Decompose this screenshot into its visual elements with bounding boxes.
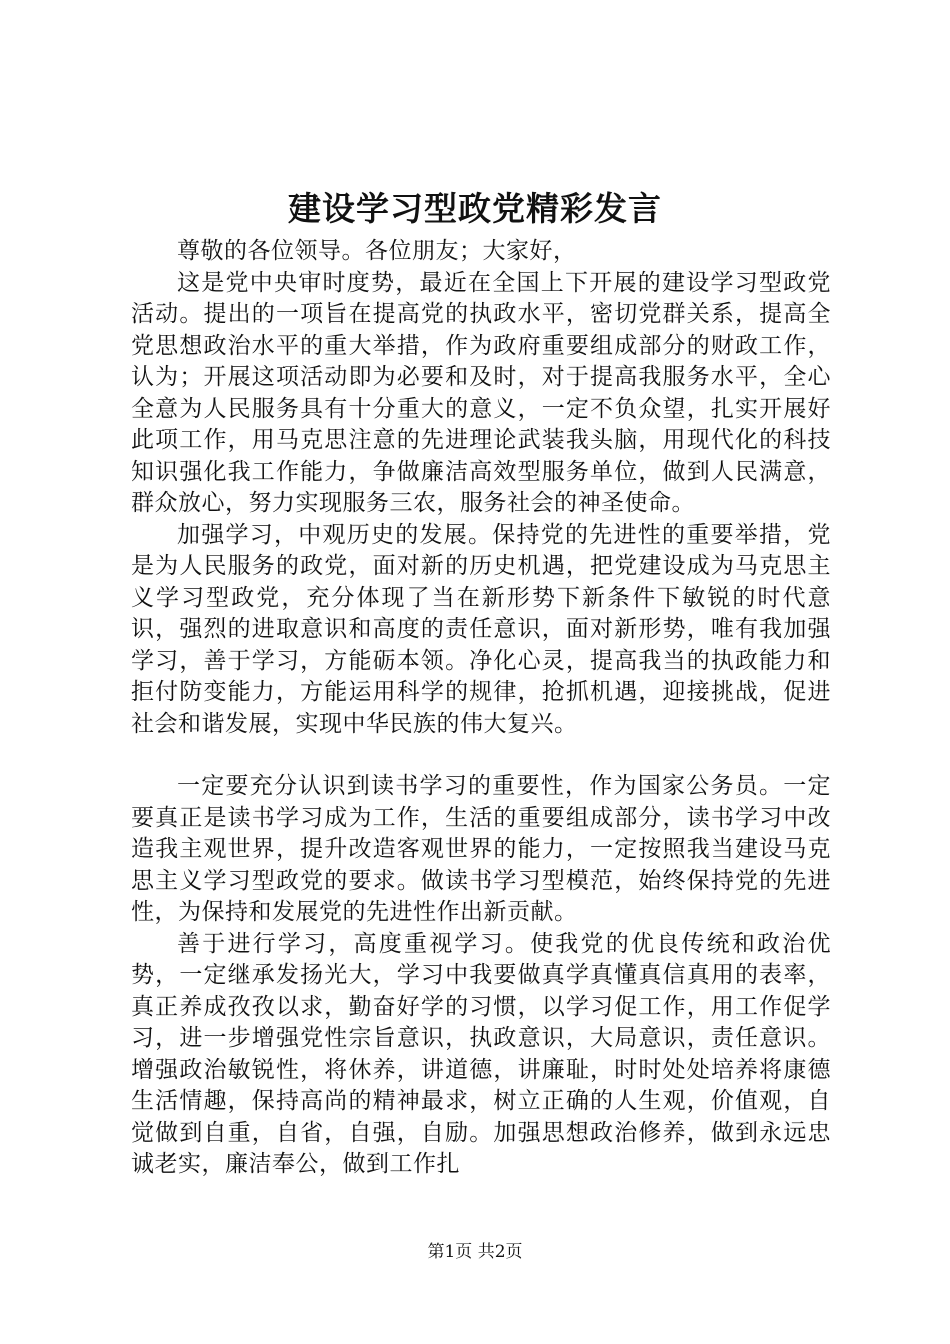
paragraph-intro: 这是党中央审时度势，最近在全国上下开展的建设学习型政党活动。提出的一项旨在提高党的执政水平，密切党群关系，提高全党思想政治水平的重大举措，作为政府重要组成部分的财政工作，认为；开展这项活动即为必要和及时，对于提高我服务水平，全心全意为人民服务具有十分重大的意义，一定不负众望，扎实开展好此项工作，用马克思注意的先进理论武装我头脑，用现代化的科技知识强化我工作能力，争做廉洁高效型服务单位，做到人民满意，群众放心，努力实现服务三农，服务社会的神圣使命。 [131, 269, 831, 516]
page-number: 第1页 共2页 [427, 1242, 523, 1262]
paragraph-greeting: 尊敬的各位领导。各位朋友；大家好， [177, 238, 577, 264]
paragraph-strengthen-learning: 加强学习，中观历史的发展。保持党的先进性的重要举措，党是为人民服务的政党，面对新的历史机遇，把党建设成为马克思主义学习型政党，充分体现了当在新形势下新条件下敏锐的时代意识，强烈的进取意识和高度的责任意识，面对新形势，唯有我加强学习，善于学习，方能砺本领。净化心灵，提高我当的执政能力和拒付防变能力，方能运用科学的规律，抢抓机遇，迎接挑战，促进社会和谐发展，实现中华民族的伟大复兴。 [131, 521, 831, 737]
document-title: 建设学习型政党精彩发言 [288, 189, 662, 228]
paragraph-reading-importance: 一定要充分认识到读书学习的重要性，作为国家公务员。一定要真正是读书学习成为工作，生活的重要组成部分，读书学习中改造我主观世界，提升改造客观世界的能力，一定按照我当建设马克思主义学习型政党的要求。做读书学习型模范，始终保持党的先进性，为保持和发展党的先进性作出新贡献。 [131, 773, 831, 925]
paragraph-good-at-learning: 善于进行学习，高度重视学习。使我党的优良传统和政治优势，一定继承发扬光大，学习中我要做真学真懂真信真用的表率，真正养成孜孜以求，勤奋好学的习惯，以学习促工作，用工作促学习，进一步增强党性宗旨意识，执政意识，大局意识，责任意识。增强政治敏锐性，将休养，讲道德，讲廉耻，时时处处培养将康德生活情趣，保持高尚的精神最求，树立正确的人生观，价值观，自觉做到自重，自省，自强，自励。加强思想政治修养，做到永远忠诚老实，廉洁奉公，做到工作扎 [131, 930, 831, 1177]
document-body [131, 236, 831, 1181]
